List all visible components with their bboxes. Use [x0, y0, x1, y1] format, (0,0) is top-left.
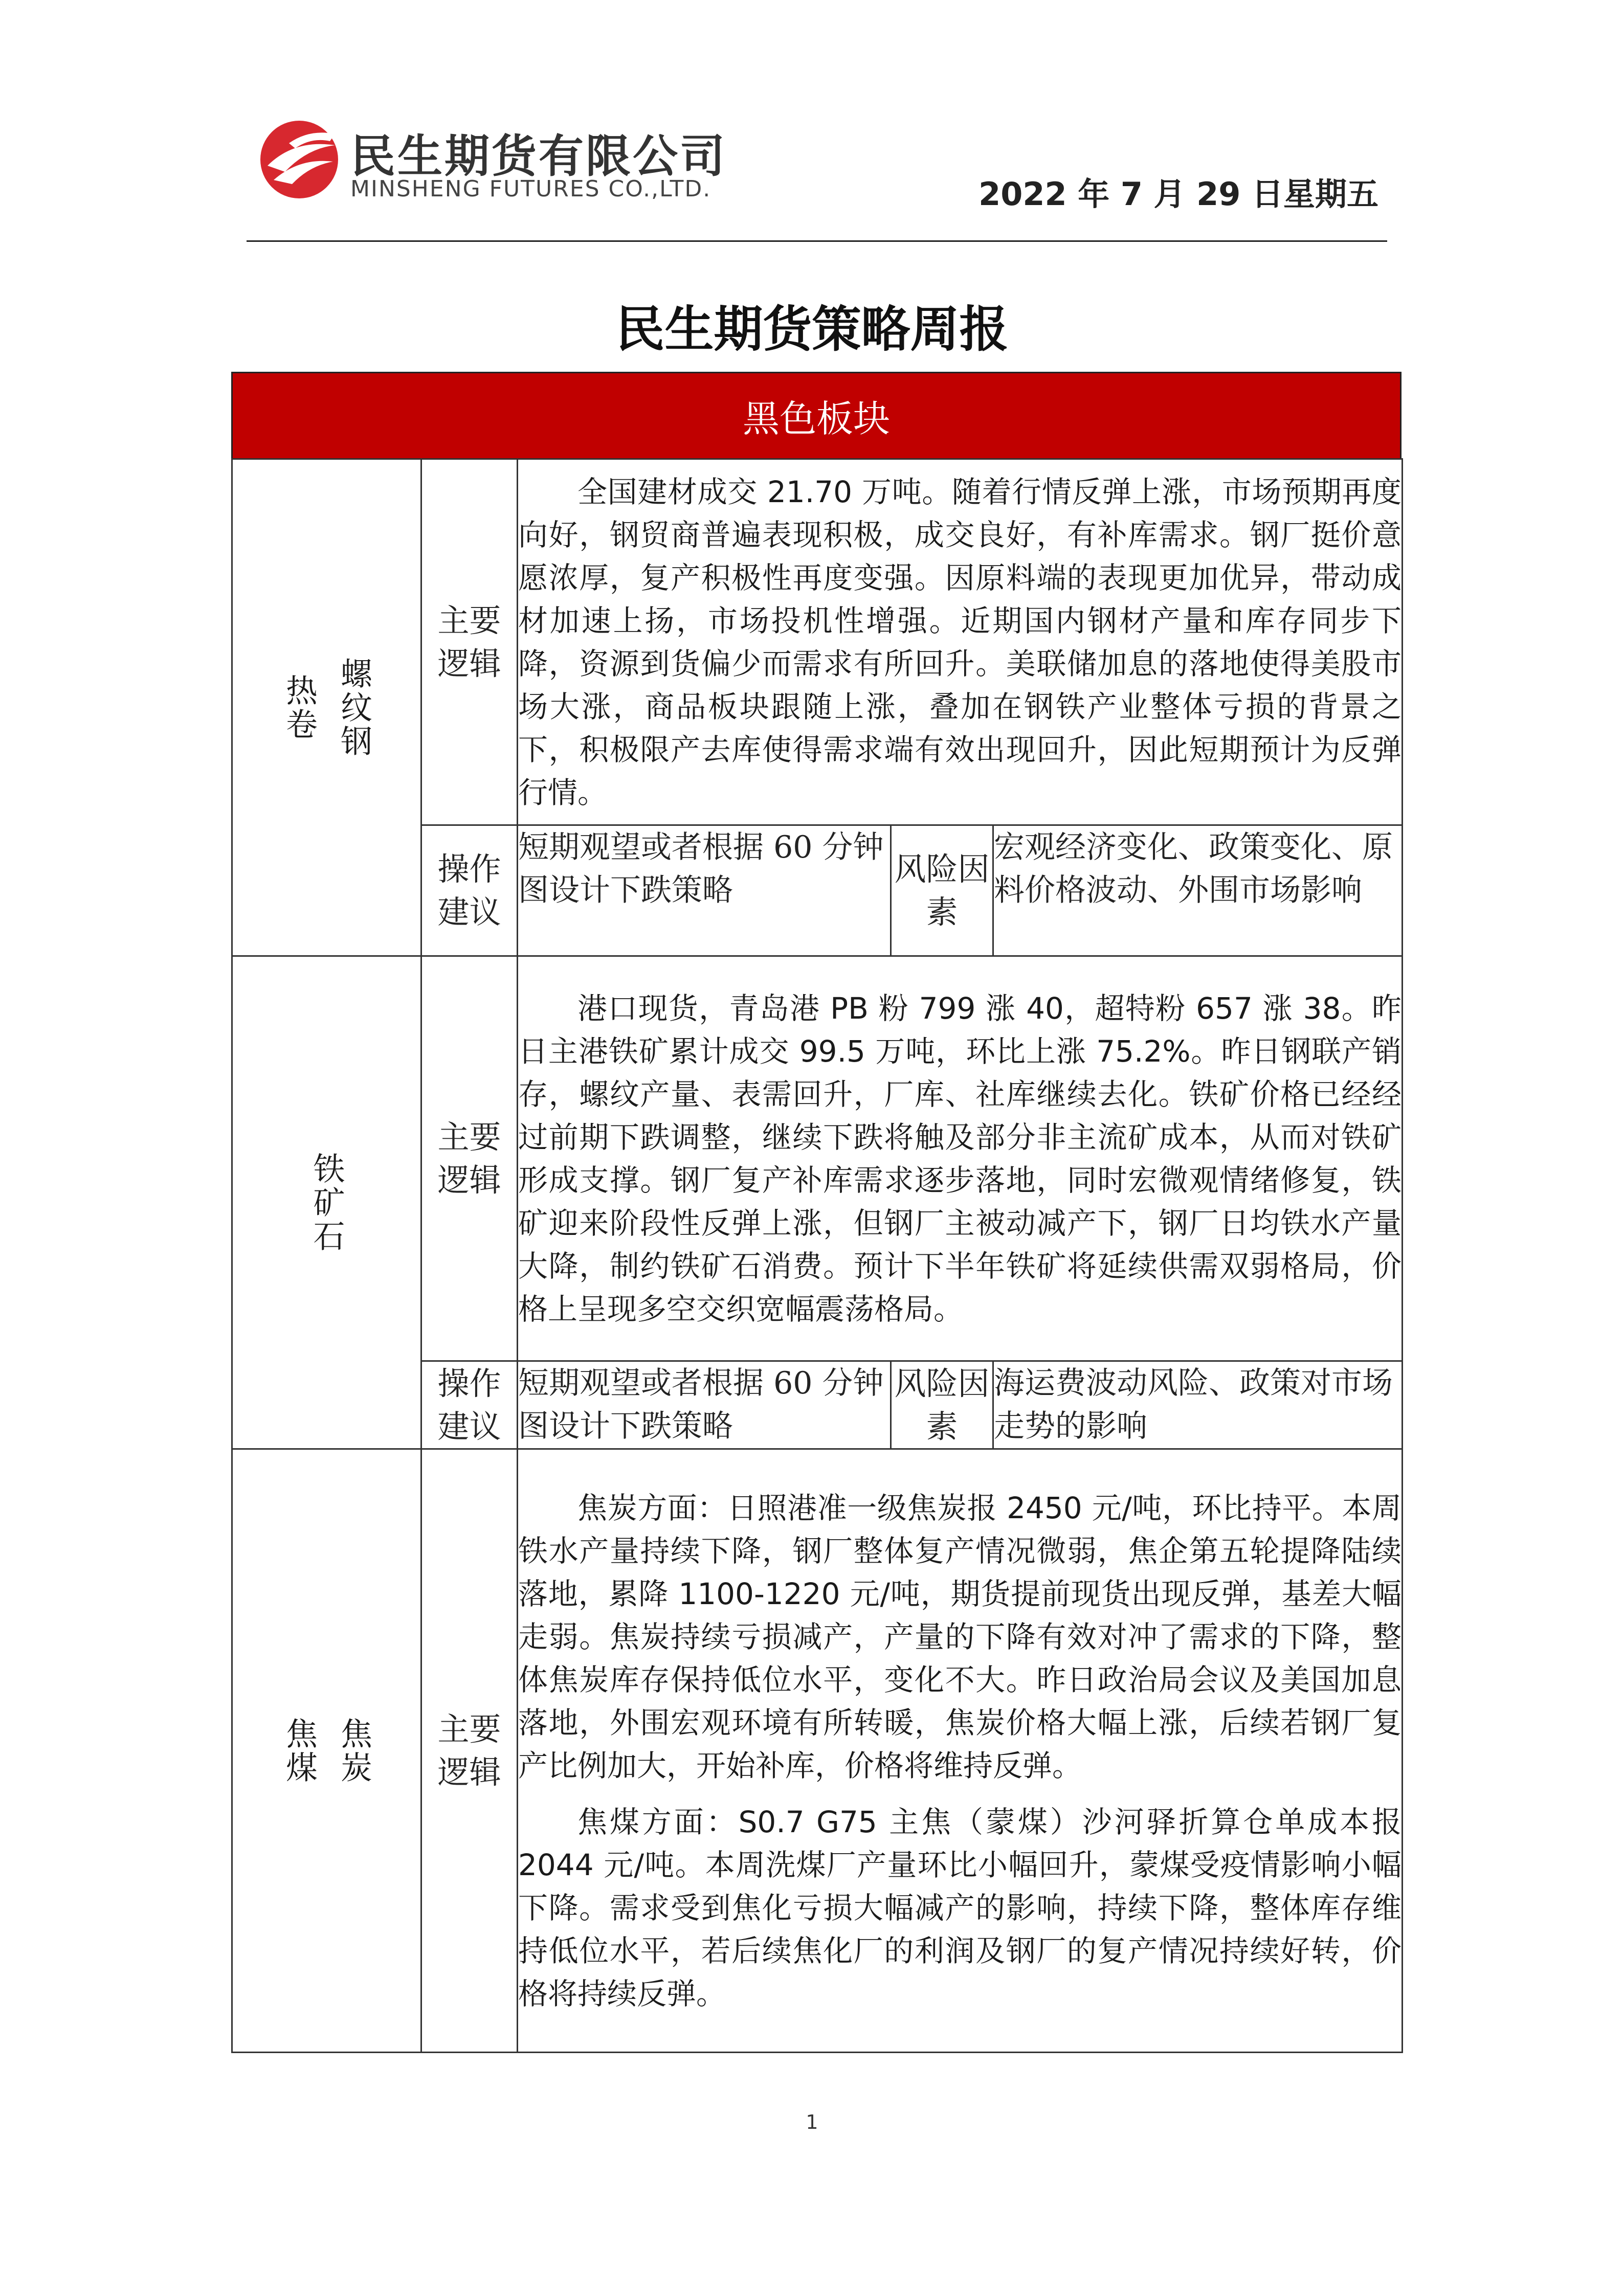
coke-paragraph: 焦炭方面：日照港准一级焦炭报 2450 元/吨，环比持平。本周铁水产量持续下降，钢厂整体复产情况微弱，焦企第五轮提降陆续落地，累降 1100-1220 元/吨，期货提前现货出现反弹，基差大幅走弱。焦炭持续亏损减产，产量的下降有效对冲了需求的下降，整体焦炭库存保持低位水平，变化不大。昨日政治局会议及美国加息落地，外围宏观环境有所转暖，焦炭价格大幅上涨，后续若钢厂复产比例加大，开始补库，价格将维持反弹。 — [518, 1490, 1402, 1783]
operation-text-steel: 短期观望或者根据 60 分钟图设计下跌策略 — [518, 825, 891, 956]
report-date: 2022 年 7 月 29 日星期五 — [978, 175, 1378, 213]
logic-label: 主要逻辑 — [421, 956, 518, 1361]
category-cell-iron — [232, 956, 421, 1449]
risk-text-iron: 海运费波动风险、政策对市场走势的影响 — [993, 1361, 1403, 1449]
report-title: 民生期货策略周报 — [615, 301, 1009, 358]
category-coking-coal: 焦煤 — [280, 1717, 318, 1785]
risk-label: 风险因素 — [891, 825, 993, 956]
table-row — [232, 1449, 1403, 2053]
operation-text-iron: 短期观望或者根据 60 分钟图设计下跌策略 — [518, 1361, 891, 1449]
company-logo — [258, 119, 749, 206]
company-name-cn: 民生期货有限公司 — [350, 130, 727, 183]
company-name-en: MINSHENG FUTURES CO.,LTD. — [350, 176, 711, 202]
logic-label: 主要逻辑 — [421, 1449, 518, 2053]
table-row — [232, 956, 1403, 1361]
header-divider — [247, 240, 1387, 242]
section-header: 黑色板块 — [231, 372, 1401, 460]
logic-label: 主要逻辑 — [421, 459, 518, 825]
minsheng-logo-icon — [258, 119, 340, 200]
strategy-table — [231, 458, 1403, 2053]
logic-text-steel: 全国建材成交 21.70 万吨。随着行情反弹上涨，市场预期再度向好，钢贸商普遍表现积极，成交良好，有补库需求。钢厂挺价意愿浓厚，复产积极性再度变强。因原料端的表现更加优异，带动成材加速上扬，市场投机性增强。近期国内钢材产量和库存同步下降，资源到货偏少而需求有所回升。美联储加息的落地使得美股市场大涨，商品板块跟随上涨，叠加在钢铁产业整体亏损的背景之下，积极限产去库使得需求端有效出现回升，因此短期预计为反弹行情。 — [518, 459, 1403, 825]
page-number: 1 — [806, 2111, 818, 2133]
risk-label: 风险因素 — [891, 1361, 993, 1449]
category-hot-coil: 热卷 — [280, 673, 318, 741]
logic-text-coke — [518, 1449, 1403, 2053]
table-row — [232, 459, 1403, 825]
risk-text-steel: 宏观经济变化、政策变化、原料价格波动、外围市场影响 — [993, 825, 1403, 956]
operation-label: 操作建议 — [421, 1361, 518, 1449]
category-iron-ore: 铁矿石 — [308, 1152, 345, 1253]
operation-label: 操作建议 — [421, 825, 518, 956]
category-rebar: 螺纹钢 — [335, 657, 373, 758]
category-cell-steel — [232, 459, 421, 956]
category-coke: 焦炭 — [335, 1717, 373, 1785]
logic-text-iron: 港口现货，青岛港 PB 粉 799 涨 40，超特粉 657 涨 38。昨日主港铁矿累计成交 99.5 万吨，环比上涨 75.2%。昨日钢联产销存，螺纹产量、表需回升，厂库、社库继续去化。铁矿价格已经经过前期下跌调整，继续下跌将触及部分非主流矿成本，从而对铁矿形成支撑。钢厂复产补库需求逐步落地，同时宏微观情绪修复，铁矿迎来阶段性反弹上涨，但钢厂主被动减产下，钢厂日均铁水产量大降，制约铁矿石消费。预计下半年铁矿将延续供需双弱格局，价格上呈现多空交织宽幅震荡格局。 — [518, 956, 1403, 1361]
coking-coal-paragraph: 焦煤方面：S0.7 G75 主焦（蒙煤）沙河驿折算仓单成本报 2044 元/吨。本周洗煤厂产量环比小幅回升，蒙煤受疫情影响小幅下降。需求受到焦化亏损大幅减产的影响，持续下降，整体库存维持低位水平，若后续焦化厂的利润及钢厂的复产情况持续好转，价格将持续反弹。 — [518, 1804, 1402, 2011]
category-cell-coke — [232, 1449, 421, 2053]
